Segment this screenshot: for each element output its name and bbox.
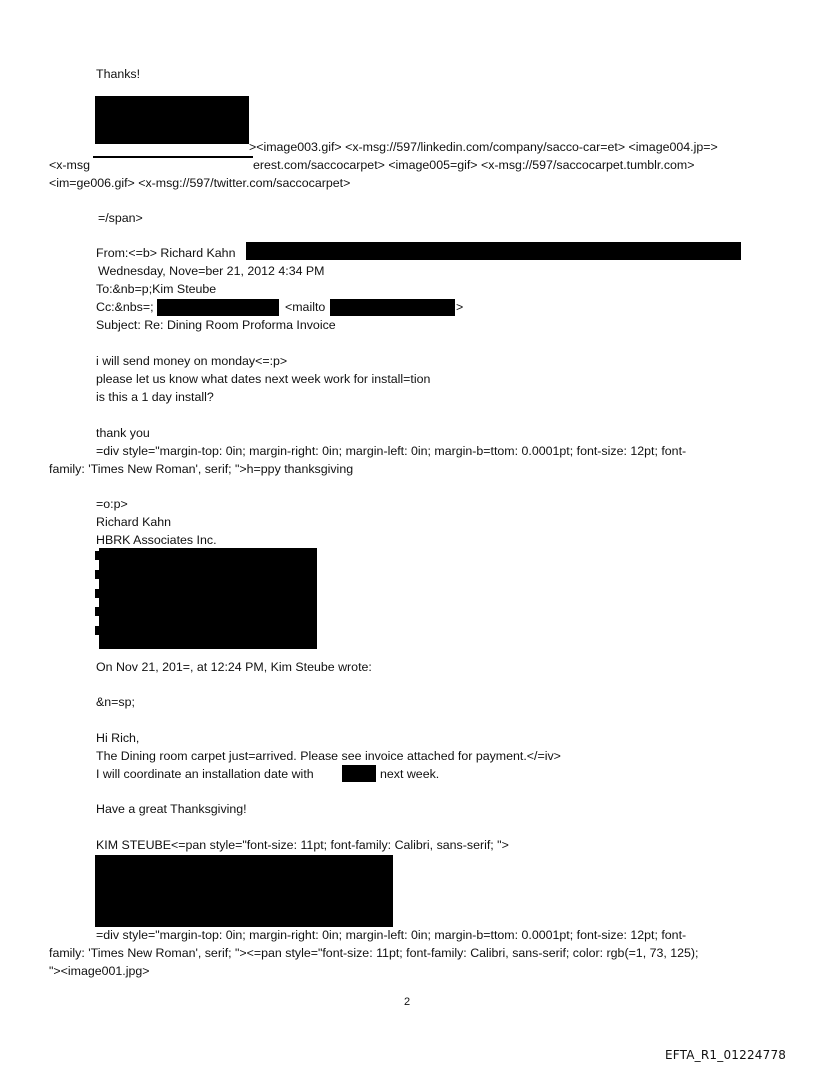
- redaction-block: [95, 855, 393, 927]
- body-line: Have a great Thanksgiving!: [96, 802, 247, 816]
- subject-line: Subject: Re: Dining Room Proforma Invoice: [96, 318, 336, 332]
- html-residue-line: =o:p>: [96, 497, 128, 511]
- quote-header: On Nov 21, 201=, at 12:24 PM, Kim Steube wrote:: [96, 660, 372, 674]
- body-line: please let us know what dates next week work for install=tion: [96, 372, 431, 386]
- signature-links-line-end: erest.com/saccocarpet> <image005=gif> <x-msg://597/saccocarpet.tumblr.com>: [253, 158, 695, 172]
- html-residue-line: =div style="margin-top: 0in; margin-right: 0in; margin-left: 0in; margin-b=ttom: 0.0001pt; font-size: 12pt; font-: [96, 444, 687, 458]
- redaction-block: [157, 299, 279, 316]
- redaction-block: [330, 299, 455, 316]
- page-number: 2: [404, 996, 411, 1008]
- body-line: is this a 1 day install?: [96, 390, 214, 404]
- to-line: To:&nb=p;Kim Steube: [96, 282, 217, 296]
- greeting-line: Hi Rich,: [96, 731, 140, 745]
- body-line: i will send money on monday<=:p>: [96, 354, 288, 368]
- redaction-block: [246, 242, 741, 260]
- sender-signature: KIM STEUBE<=pan style="font-size: 11pt; font-family: Calibri, sans-serif; ">: [96, 838, 509, 852]
- cc-line: Cc:&nbs=;: [96, 300, 154, 314]
- signature-links-line-3: <im=ge006.gif> <x-msg://597/twitter.com/saccocarpet>: [49, 176, 351, 190]
- cc-mailto: <mailto: [285, 300, 326, 314]
- html-residue-line: family: 'Times New Roman', serif; ">h=ppy thanksgiving: [49, 462, 354, 476]
- document-id: EFTA_R1_01224778: [665, 1048, 787, 1062]
- redaction-block: [95, 570, 99, 579]
- from-line: From:<=b> Richard Kahn: [96, 246, 236, 260]
- cc-mailto-end: >: [456, 300, 464, 314]
- redaction-block: [95, 607, 99, 616]
- redaction-block: [95, 626, 99, 635]
- html-residue-line: family: 'Times New Roman', serif; "><=pan style="font-size: 11pt; font-family: Calibri, sans-serif; color: rgb(=1, 73, 125);: [49, 946, 699, 960]
- redaction-block: [99, 548, 317, 649]
- body-line-end: next week.: [380, 767, 440, 781]
- signature-name: Richard Kahn: [96, 515, 172, 529]
- redaction-block: [342, 765, 376, 782]
- sent-line: Wednesday, Nove=ber 21, 2012 4:34 PM: [98, 264, 325, 278]
- redaction-block: [95, 141, 249, 144]
- html-residue-line: =div style="margin-top: 0in; margin-right: 0in; margin-left: 0in; margin-b=ttom: 0.0001pt; font-size: 12pt; font-: [96, 928, 687, 942]
- redaction-block: [95, 551, 99, 560]
- signature-links-line: ><image003.gif> <x-msg://597/linkedin.com/company/sacco-car=et> <image004.jp=>: [249, 140, 718, 154]
- html-residue-line: "><image001.jpg>: [49, 964, 150, 978]
- redaction-block: [93, 156, 253, 158]
- html-residue-line: &n=sp;: [96, 695, 135, 709]
- signature-company: HBRK Associates Inc.: [96, 533, 217, 547]
- body-line-start: I will coordinate an installation date with: [96, 767, 314, 781]
- redaction-block: [95, 96, 249, 141]
- redaction-block: [95, 589, 99, 598]
- body-line: The Dining room carpet just=arrived. Please see invoice attached for payment.</=iv>: [96, 749, 561, 763]
- thanks-line: Thanks!: [96, 67, 141, 81]
- signature-links-line-start: <x-msg: [49, 158, 90, 172]
- span-close-line: =/span>: [98, 211, 143, 225]
- body-line: thank you: [96, 426, 150, 440]
